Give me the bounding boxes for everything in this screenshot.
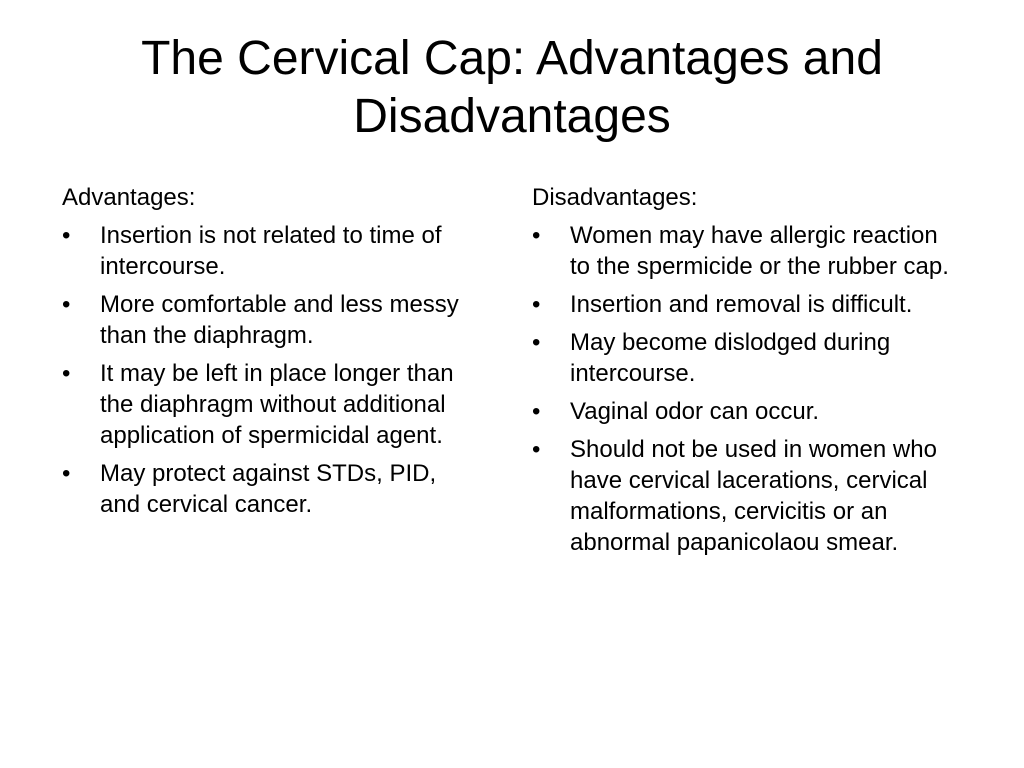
advantages-heading: Advantages: <box>62 184 196 211</box>
list-item-text: Insertion is not related to time of intercourse. <box>100 222 442 280</box>
bullet-icon: • <box>532 398 541 425</box>
list-item <box>532 289 962 320</box>
disadvantages-column <box>532 182 962 565</box>
list-item-text: Women may have allergic reaction to the spermicide or the rubber cap. <box>570 222 949 280</box>
slide-title: The Cervical Cap: Advantages and Disadvantages <box>141 32 883 143</box>
list-item-text: Vaginal odor can occur. <box>570 398 820 425</box>
list-item <box>62 458 482 520</box>
list-item <box>532 396 962 427</box>
bullet-icon: • <box>532 222 541 249</box>
list-item <box>532 434 962 558</box>
list-item-text: May protect against STDs, PID, and cervical cancer. <box>100 460 437 518</box>
list-item <box>532 220 962 282</box>
list-item <box>532 327 962 389</box>
bullet-icon: • <box>62 222 71 249</box>
list-item-text: Should not be used in women who have cervical lacerations, cervical malformations, cervicitis or an abnormal papanicolaou smear. <box>570 436 937 556</box>
advantages-column <box>62 182 482 527</box>
list-item-text: Insertion and removal is difficult. <box>570 291 913 318</box>
list-item <box>62 358 482 451</box>
list-item <box>62 220 482 282</box>
bullet-icon: • <box>62 460 71 487</box>
bullet-icon: • <box>532 291 541 318</box>
bullet-icon: • <box>62 291 71 318</box>
list-item-text: It may be left in place longer than the diaphragm without additional application of spermicidal agent. <box>100 360 454 449</box>
list-item-text: May become dislodged during intercourse. <box>570 329 891 387</box>
list-item <box>62 289 482 351</box>
list-item-text: More comfortable and less messy than the diaphragm. <box>100 291 459 349</box>
bullet-icon: • <box>532 436 541 463</box>
advantages-list <box>62 220 482 520</box>
bullet-icon: • <box>532 329 541 356</box>
disadvantages-heading: Disadvantages: <box>532 184 698 211</box>
bullet-icon: • <box>62 360 71 387</box>
disadvantages-list <box>532 220 962 558</box>
